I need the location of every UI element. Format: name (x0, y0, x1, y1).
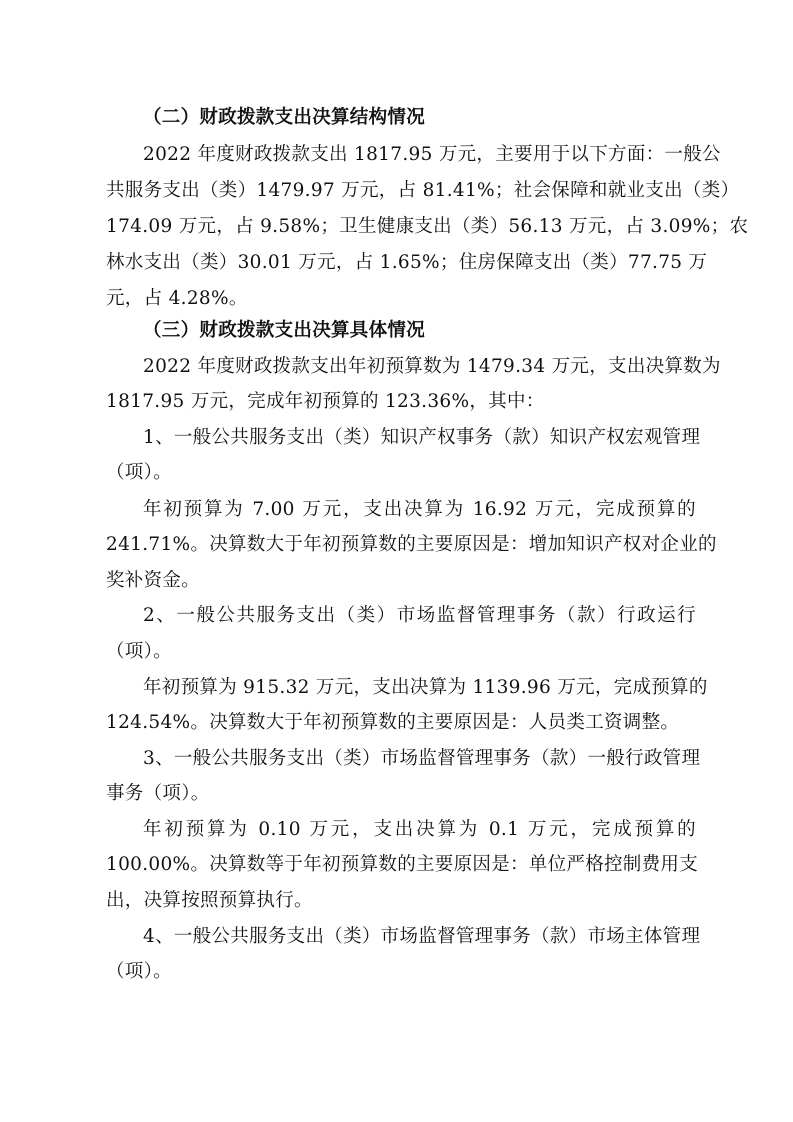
section-3-heading: （三）财政拨款支出决算具体情况 (143, 320, 426, 341)
paragraph-line: 林水支出（类）30.01 万元，占 1.65%；住房保障支出（类）77.75 万 (106, 252, 708, 273)
item-4-title: 4、一般公共服务支出（类）市场监督管理事务（款）市场主体管理 (143, 926, 701, 947)
paragraph-line: 元，占 4.28%。 (106, 288, 248, 309)
item-3-title: 3、一般公共服务支出（类）市场监督管理事务（款）一般行政管理 (143, 748, 701, 769)
item-3-body: 年初预算为 0.10 万元，支出决算为 0.1 万元，完成预算的 (143, 819, 696, 840)
item-1-body: 奖补资金。 (106, 570, 201, 591)
paragraph-line: 2022 年度财政拨款支出 1817.95 万元，主要用于以下方面：一般公 (143, 144, 721, 165)
item-2-body: 年初预算为 915.32 万元，支出决算为 1139.96 万元，完成预算的 (143, 677, 708, 698)
paragraph-line: 2022 年度财政拨款支出年初预算数为 1479.34 万元，支出决算数为 (143, 356, 721, 377)
item-4-title: （项）。 (106, 961, 172, 982)
paragraph-line: 1817.95 万元，完成年初预算的 123.36%，其中： (106, 391, 545, 412)
item-3-title: 事务（项）。 (106, 783, 210, 804)
item-2-title: （项）。 (106, 641, 172, 662)
item-1-title: （项）。 (106, 462, 172, 483)
item-1-body: 241.71%。决算数大于年初预算数的主要原因是：增加知识产权对企业的 (106, 534, 717, 555)
item-2-title: 2、一般公共服务支出（类）市场监督管理事务（款）行政运行 (143, 605, 696, 626)
paragraph-line: 共服务支出（类）1479.97 万元，占 81.41%；社会保障和就业支出（类） (106, 180, 740, 201)
paragraph-line: 174.09 万元，占 9.58%；卫生健康支出（类）56.13 万元，占 3.09%；农 (106, 216, 749, 237)
item-1-body: 年初预算为 7.00 万元，支出决算为 16.92 万元，完成预算的 (143, 499, 696, 520)
item-2-body: 124.54%。决算数大于年初预算数的主要原因是：人员类工资调整。 (106, 712, 680, 733)
item-3-body: 100.00%。决算数等于年初预算数的主要原因是：单位严格控制费用支 (106, 854, 699, 875)
section-2-heading: （二）财政拨款支出决算结构情况 (143, 107, 426, 128)
item-1-title: 1、一般公共服务支出（类）知识产权事务（款）知识产权宏观管理 (143, 427, 701, 448)
item-3-body: 出，决算按照预算执行。 (106, 890, 313, 911)
